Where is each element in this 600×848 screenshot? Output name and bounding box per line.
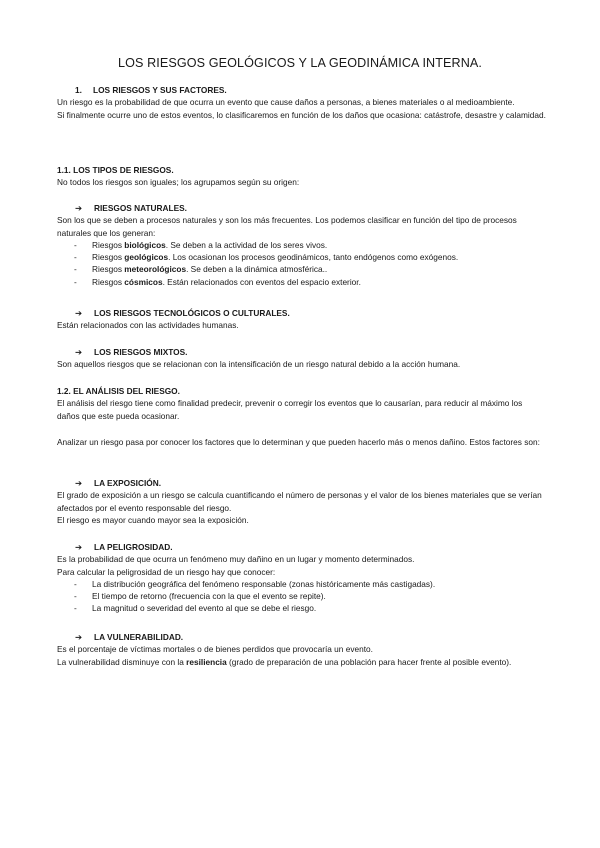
vulnerabilidad-text: (grado de preparación de una población para hacer frente al posible evento). — [226, 656, 512, 667]
item-text: Riesgos — [92, 252, 125, 263]
dash-bullet: - — [74, 239, 77, 250]
dash-bullet: - — [74, 264, 77, 275]
exposicion-paragraph-2: El riesgo es mayor cuando mayor sea la exposición. — [57, 514, 249, 525]
peligrosidad-paragraph-1: Es la probabilidad de que ocurra un fenómeno muy dañino en un lugar y momento determinados. — [57, 554, 415, 565]
section-1-2-paragraph-1: El análisis del riesgo tiene como finalidad predecir, prevenir o corregir los eventos que lo causarían, para reducir al máximo los daños que este pueda ocasionar. — [57, 398, 523, 421]
section-1-2-heading: 1.2. EL ANÁLISIS DEL RIESGO. — [57, 386, 180, 396]
peligrosidad-list — [57, 578, 547, 615]
riesgos-naturales-heading — [57, 202, 547, 214]
dash-bullet: - — [74, 591, 77, 602]
dash-bullet: - — [74, 276, 77, 287]
item-text: La magnitud o severidad del evento al que se debe el riesgo. — [92, 603, 317, 614]
section-1-heading-text: LOS RIESGOS Y SUS FACTORES. — [93, 85, 227, 95]
riesgos-mixtos-heading — [57, 346, 547, 358]
arrow-icon: ➔ — [75, 347, 82, 357]
arrow-icon: ➔ — [75, 308, 82, 318]
section-1-1-intro: No todos los riesgos son iguales; los agrupamos según su origen: — [57, 177, 300, 188]
list-item — [57, 276, 547, 288]
riesgos-naturales — [57, 202, 547, 288]
peligrosidad-heading — [57, 541, 547, 553]
dash-bullet: - — [74, 603, 77, 614]
list-item — [57, 578, 547, 590]
arrow-icon: ➔ — [75, 478, 82, 488]
list-item — [57, 602, 547, 614]
section-1-paragraph-1: Un riesgo es la probabilidad de que ocurra un evento que cause daños a personas, a bienes materiales o al medioambiente. — [57, 97, 515, 108]
section-1-2-factors — [57, 436, 547, 448]
section-1-paragraph-2: Si finalmente ocurre uno de estos eventos, lo clasificaremos en función de los daños que ocasiona: catástrofe, desastre y calamidad. — [57, 109, 546, 120]
item-text: Riesgos — [92, 276, 125, 287]
peligrosidad-title: LA PELIGROSIDAD. — [94, 542, 173, 552]
riesgos-tecnologicos-text: Están relacionados con las actividades humanas. — [57, 320, 239, 331]
riesgos-mixtos-title: LOS RIESGOS MIXTOS. — [94, 347, 188, 357]
item-text: . Los ocasionan los procesos geodinámicos, tanto endógenos como exógenos. — [168, 252, 459, 263]
vulnerabilidad-title: LA VULNERABILIDAD. — [94, 632, 184, 642]
riesgos-naturales-list — [57, 239, 547, 288]
riesgos-mixtos — [57, 346, 547, 371]
arrow-icon: ➔ — [75, 632, 82, 642]
section-1 — [57, 84, 547, 121]
exposicion-heading — [57, 477, 547, 489]
list-item — [57, 239, 547, 251]
arrow-icon: ➔ — [75, 203, 82, 213]
vulnerabilidad-paragraph-1: Es el porcentaje de víctimas mortales o de bienes perdidos que provocaría un evento. — [57, 644, 373, 655]
riesgos-tecnologicos-title: LOS RIESGOS TECNOLÓGICOS O CULTURALES. — [94, 308, 290, 318]
item-text: Riesgos — [92, 264, 125, 275]
section-1-heading — [57, 84, 547, 96]
section-1-2-paragraph-2: Analizar un riesgo pasa por conocer los factores que lo determinan y que pueden hacerlo más o menos dañino. Estos factores son: — [57, 437, 540, 447]
section-1-2 — [57, 385, 547, 422]
item-bold: meteorológicos — [124, 264, 187, 275]
exposicion-title: LA EXPOSICIÓN. — [94, 478, 161, 488]
item-bold: biológicos — [124, 239, 166, 250]
arrow-icon: ➔ — [75, 542, 82, 552]
riesgos-naturales-title: RIESGOS NATURALES. — [94, 203, 187, 213]
peligrosidad-paragraph-2: Para calcular la peligrosidad de un riesgo hay que conocer: — [57, 566, 276, 577]
riesgos-tecnologicos — [57, 307, 547, 332]
dash-bullet: - — [74, 578, 77, 589]
riesgos-mixtos-text: Son aquellos riesgos que se relacionan con la intensificación de un riesgo natural debido a la acción humana. — [57, 359, 461, 370]
vulnerabilidad-text: La vulnerabilidad disminuye con la — [57, 656, 187, 667]
riesgos-naturales-text: Son los que se deben a procesos naturales y son los más frecuentes. Los podemos clasificar en función del tipo de procesos naturales que los generan: — [57, 215, 517, 238]
list-item — [57, 251, 547, 263]
riesgos-tecnologicos-heading — [57, 307, 547, 319]
item-text: El tiempo de retorno (frecuencia con la que el evento se repite). — [92, 591, 326, 602]
item-text: . Se deben a la actividad de los seres vivos. — [165, 239, 328, 250]
item-bold: cósmicos — [124, 276, 163, 287]
list-item — [57, 590, 547, 602]
exposicion — [57, 477, 547, 526]
item-text: . Se deben a la dinámica atmosférica.. — [186, 264, 328, 275]
vulnerabilidad — [57, 631, 547, 668]
item-text: Riesgos — [92, 239, 125, 250]
dash-bullet: - — [74, 252, 77, 263]
item-bold: geológicos — [124, 252, 169, 263]
vulnerabilidad-paragraph-2 — [57, 656, 547, 668]
section-1-number: 1. — [75, 85, 82, 95]
list-item — [57, 263, 547, 275]
item-text: . Están relacionados con eventos del espacio exterior. — [162, 276, 361, 287]
section-1-1-heading: 1.1. LOS TIPOS DE RIESGOS. — [57, 165, 174, 175]
section-1-1 — [57, 164, 547, 189]
item-text: La distribución geográfica del fenómeno responsable (zonas históricamente más castigadas). — [92, 578, 436, 589]
vulnerabilidad-heading — [57, 631, 547, 643]
resiliencia-term: resiliencia — [186, 656, 227, 667]
document-title: LOS RIESGOS GEOLÓGICOS Y LA GEODINÁMICA INTERNA. — [117, 56, 483, 70]
peligrosidad — [57, 541, 547, 615]
exposicion-paragraph-1: El grado de exposición a un riesgo se calcula cuantificando el número de personas y el valor de los bienes materiales que se verían afectados por el evento responsable del riesgo. — [57, 490, 542, 513]
